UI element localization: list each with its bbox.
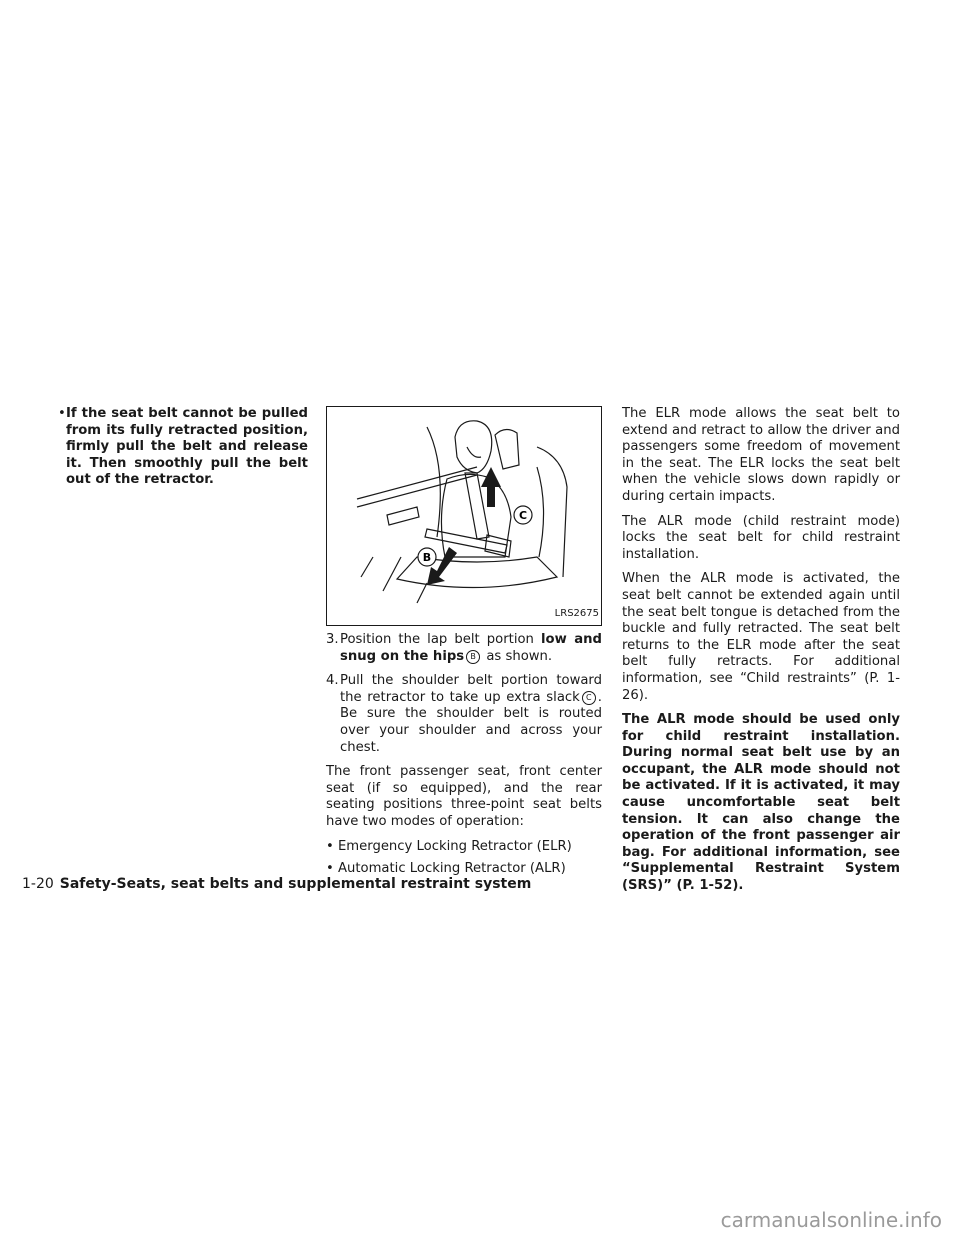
page-footer: [22, 876, 531, 892]
mode-elr: • Emergency Locking Retractor (ELR): [326, 838, 572, 854]
step-text-pre: Position the lap belt portion: [340, 632, 541, 647]
elr-paragraph: The ELR mode allows the seat belt to extend and retract to allow the driver and passengers some freedom of movement in the seat. The ELR locks the seat belt when the vehicle slows down rapidly or during certain impacts.: [622, 406, 900, 504]
step-4: [326, 673, 602, 756]
step-number: 4.: [326, 673, 339, 689]
retractor-bullet: [58, 406, 308, 489]
step-text: [340, 673, 602, 756]
page-number: 1-20: [22, 876, 54, 892]
left-column: [58, 406, 308, 489]
step-text: [340, 632, 602, 665]
mode-alr: • Automatic Locking Retractor (ALR): [326, 861, 566, 877]
retractor-bullet-text: If the seat belt cannot be pulled from its fully retracted position, firmly pull the belt and release it. Then smoothly pull the belt out of the retractor.: [66, 406, 308, 488]
middle-column: [326, 406, 602, 884]
step-text-post: . Be sure the shoulder belt is routed over your shoulder and across your chest.: [340, 689, 602, 755]
right-column: [622, 406, 900, 903]
alr-warning: The ALR mode should be used only for child restraint installation. During normal seat belt use by an occupant, the ALR mode should not be activated. If it is activated, it may cause uncomfortable seat belt tension. It can also change the operation of the front passenger air bag. For additional information, see “Supplemental Restraint System (SRS)” (P. 1-52).: [622, 712, 900, 894]
step-text-bold: low and snug on the hips: [340, 632, 602, 664]
seat-belt-illustration: [327, 407, 601, 625]
step-number: 3.: [326, 632, 339, 647]
circled-b-icon: B: [466, 650, 480, 664]
bullet-mark: •: [58, 406, 66, 421]
alr-activated-paragraph: When the ALR mode is activated, the seat belt cannot be extended again until the seat belt tongue is detached from the buckle and fully retracted. The seat belt returns to the ELR mode after the seat belt fully retracts. For additional information, see “Child restraints” (P. 1-26).: [622, 571, 900, 703]
modes-intro: The front passenger seat, front center seat (if so equipped), and the rear seating positions three-point seat belts have two modes of operation:: [326, 764, 602, 829]
step-3: [326, 632, 602, 665]
section-title: Safety-Seats, seat belts and supplemental restraint system: [59, 876, 532, 892]
circled-c-icon: C: [582, 691, 596, 705]
alr-paragraph: The ALR mode (child restraint mode) locks the seat belt for child restraint installation.: [622, 513, 900, 562]
seat-belt-figure: [326, 406, 602, 626]
step-text-pre: Pull the shoulder belt portion toward the retractor to take up extra slack: [340, 673, 602, 705]
label-c: C: [518, 509, 528, 522]
figure-id: LRS2675: [554, 608, 599, 620]
label-b: B: [422, 551, 432, 564]
watermark: carmanualsonline.info: [720, 1208, 942, 1232]
step-text-post: as shown.: [482, 648, 553, 664]
